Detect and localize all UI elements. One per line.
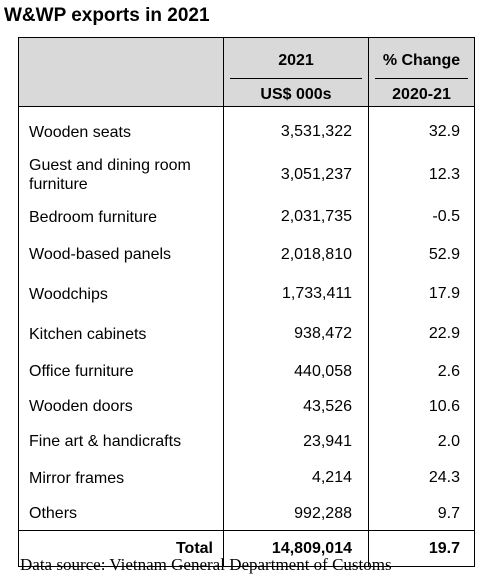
row-value: 23,941: [224, 424, 369, 459]
total-value: 14,809,014: [224, 531, 369, 567]
row-value: 1,733,411: [224, 274, 369, 314]
header-category: [19, 38, 224, 107]
table-row: [19, 314, 475, 354]
header-change-period: 2020-21: [392, 86, 451, 103]
row-value: 3,531,322: [224, 107, 369, 152]
total-change: 19.7: [369, 531, 475, 567]
row-change: 9.7: [369, 497, 475, 531]
row-change: 52.9: [369, 235, 475, 274]
header-row: [19, 38, 475, 107]
row-change: 10.6: [369, 389, 475, 424]
header-change: [369, 38, 475, 107]
row-value: 992,288: [224, 497, 369, 531]
table-row: [19, 107, 475, 152]
row-value: 4,214: [224, 459, 369, 497]
table-row: [19, 354, 475, 389]
data-source-note: Data source: Vietnam General Department of Customs: [20, 555, 392, 574]
table-row: [19, 151, 475, 199]
row-category: Woodchips: [19, 274, 224, 314]
row-category: Bedroom furniture: [19, 199, 224, 235]
total-label: Total: [19, 531, 224, 567]
header-value-year: 2021: [278, 52, 314, 69]
row-value: 2,018,810: [224, 235, 369, 274]
row-category: Mirror frames: [19, 459, 224, 497]
row-change: 12.3: [369, 151, 475, 199]
table-row: [19, 497, 475, 531]
header-change-label: % Change: [382, 52, 461, 69]
row-category: Wooden doors: [19, 389, 224, 424]
exports-table: [18, 37, 475, 567]
table-title: W&WP exports in 2021: [4, 5, 210, 26]
row-value: 440,058: [224, 354, 369, 389]
row-change: 24.3: [369, 459, 475, 497]
row-category: Wooden seats: [19, 107, 224, 152]
header-value: [224, 38, 369, 107]
table-row: [19, 389, 475, 424]
row-category: Fine art & handicrafts: [19, 424, 224, 459]
row-change: 2.0: [369, 424, 475, 459]
table-row: [19, 274, 475, 314]
row-value: 2,031,735: [224, 199, 369, 235]
row-value: 938,472: [224, 314, 369, 354]
row-category: Guest and dining room furniture: [19, 151, 224, 199]
row-category: Office furniture: [19, 354, 224, 389]
row-change: 22.9: [369, 314, 475, 354]
row-change: -0.5: [369, 199, 475, 235]
table-row: [19, 199, 475, 235]
row-value: 43,526: [224, 389, 369, 424]
header-value-unit: US$ 000s: [260, 86, 332, 103]
row-change: 2.6: [369, 354, 475, 389]
table-row: [19, 235, 475, 274]
row-value: 3,051,237: [224, 151, 369, 199]
row-change: 17.9: [369, 274, 475, 314]
header-divider: [230, 78, 362, 79]
row-category: Wood-based panels: [19, 235, 224, 274]
row-category: Kitchen cabinets: [19, 314, 224, 354]
header-divider: [375, 78, 468, 79]
row-change: 32.9: [369, 107, 475, 152]
row-category: Others: [19, 497, 224, 531]
table-row: [19, 459, 475, 497]
table-row: [19, 424, 475, 459]
